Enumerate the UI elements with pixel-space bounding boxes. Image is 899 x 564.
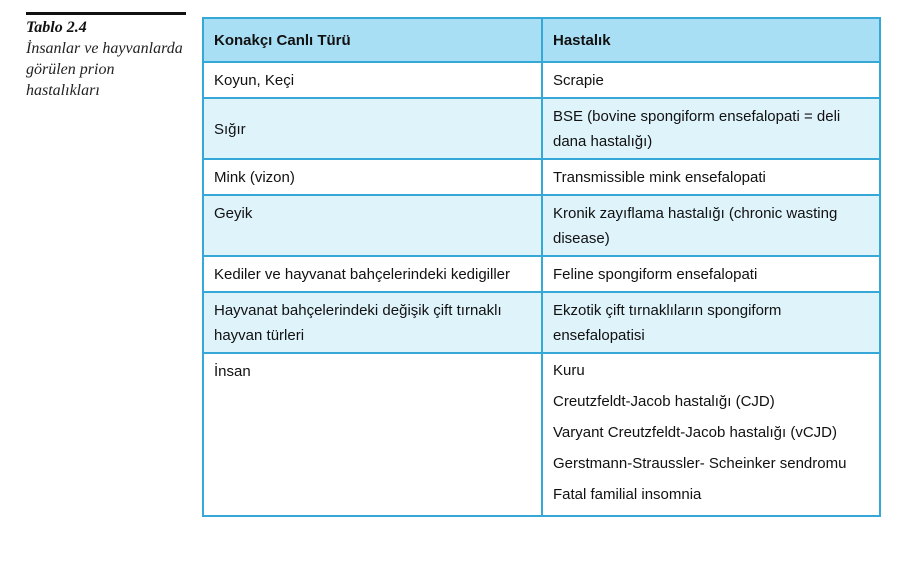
disease-line: Creutzfeldt-Jacob hastalığı (CJD) <box>553 393 775 410</box>
disease-cell: Transmissible mink ensefalopati <box>542 159 880 195</box>
host-cell: İnsan <box>203 353 542 516</box>
disease-line: Kuru <box>553 362 585 379</box>
caption-text: İnsanlar ve hayvanlarda görülen prion hastalıkları <box>26 40 183 99</box>
disease-line: Varyant Creutzfeldt-Jacob hastalığı (vCJD) <box>553 424 837 441</box>
prion-disease-table <box>202 17 881 517</box>
disease-cell: Scrapie <box>542 62 880 98</box>
table-row <box>203 62 880 98</box>
disease-line: Gerstmann-Straussler- Scheinker sendromu <box>553 455 847 472</box>
host-cell: Sığır <box>203 98 542 159</box>
host-cell: Kediler ve hayvanat bahçelerindeki kedigiller <box>203 256 542 292</box>
table-header-row <box>203 18 880 62</box>
header-disease: Hastalık <box>542 18 880 62</box>
disease-cell: Kronik zayıflama hastalığı (chronic wasting disease) <box>542 195 880 256</box>
table-row <box>203 292 880 353</box>
table-row <box>203 98 880 159</box>
disease-cell: Ekzotik çift tırnaklıların spongiform ensefalopatisi <box>542 292 880 353</box>
table-row <box>203 256 880 292</box>
host-cell: Mink (vizon) <box>203 159 542 195</box>
caption-rule <box>26 12 186 15</box>
caption-label: Tablo 2.4 <box>26 19 87 36</box>
host-cell: Hayvanat bahçelerindeki değişik çift tırnaklı hayvan türleri <box>203 292 542 353</box>
disease-cell: Feline spongiform ensefalopati <box>542 256 880 292</box>
table-caption <box>26 12 188 101</box>
header-host: Konakçı Canlı Türü <box>203 18 542 62</box>
host-cell: Koyun, Keçi <box>203 62 542 98</box>
disease-cell: BSE (bovine spongiform ensefalopati = deli dana hastalığı) <box>542 98 880 159</box>
disease-cell <box>542 353 880 516</box>
table-row <box>203 159 880 195</box>
table-row <box>203 353 880 516</box>
table-row <box>203 195 880 256</box>
disease-line: Fatal familial insomnia <box>553 486 702 503</box>
host-cell: Geyik <box>203 195 542 256</box>
